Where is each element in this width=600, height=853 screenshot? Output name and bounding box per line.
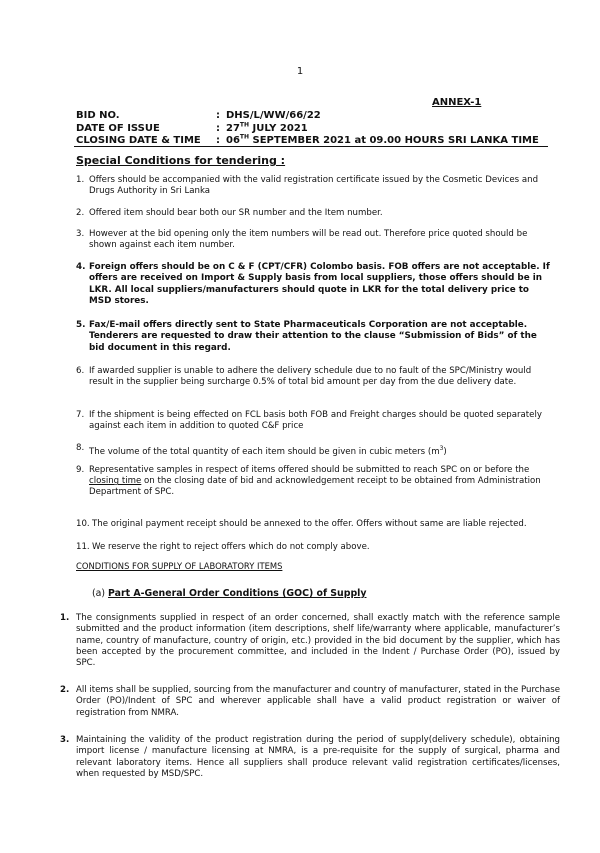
goc-item: 1. The consignments supplied in respect of an order concerned, shall exactly match with the reference sample submitted and the product information (item descriptions, shelf life/warranty where applicable, manufacturer’s name, country of manufacture, country of origin, etc.) provided in the bid document by the supplier, which has been accepted by the procurement committee, and included in the Indent / Purchase Order (PO), issued by SPC. — [60, 613, 560, 669]
condition-item: 8. The volume of the total quantity of each item should be given in cubic meters $(m^3)$ — [76, 443, 447, 457]
conditions-title: CONDITIONS FOR SUPPLY OF LABORATORY ITEMS — [76, 561, 283, 571]
annex-label: ANNEX-1 — [432, 97, 482, 108]
condition-item: 1. Offers should be accompanied with the valid registration certificate issued by the Cosmetic Devices and Drugs Authority in Sri Lanka — [76, 175, 539, 197]
issue-date-value: 27TH JULY 2021 — [226, 122, 308, 135]
page-number: 1 — [296, 66, 304, 77]
goc-item: 3. Maintaining the validity of the product registration during the period of supply(delivery schedule), obtaining import license / manufacture licensing at NMRA, is a pre-requisite for the supply of surgical, pharma and relevant laboratory items. Hence all suppliers shall produce relevant valid registration certificates/licenses, when requested by MSD/SPC. — [60, 735, 560, 779]
condition-item: 10. The original payment receipt should be annexed to the offer. Offers without same are liable rejected. — [76, 519, 527, 529]
special-conditions-title: Special Conditions for tendering : — [76, 154, 286, 167]
header-underline — [74, 146, 548, 147]
goc-heading: (a) Part A-General Order Conditions (GOC) of Supply — [92, 588, 367, 599]
bid-no-row: BID NO. : DHS/L/WW/66/22 — [76, 110, 321, 121]
goc-item: 2. All items shall be supplied, sourcing from the manufacturer and country of manufacturer, stated in the Purchase Order (PO)/Indent of SPC and wherever applicable shall have a valid product registration or waiver of registration from NMRA. — [60, 685, 560, 718]
condition-item: 2. Offered item should bear both our SR number and the Item number. — [76, 208, 383, 218]
condition-item: 9. Representative samples in respect of items offered should be submitted to reach SPC on or before the closing time on the closing date of bid and acknowledgement receipt to be obtained from Administration Department of SPC. — [76, 465, 541, 498]
issue-date-row: DATE OF ISSUE : 27TH JULY 2021 — [76, 122, 308, 135]
issue-date-label: DATE OF ISSUE — [76, 123, 160, 135]
closing-date-value: 06TH SEPTEMBER 2021 at 09.00 HOURS SRI LANKA TIME — [226, 134, 539, 147]
bid-no-value: DHS/L/WW/66/22 — [226, 110, 321, 121]
condition-item: 6. If awarded supplier is unable to adhere the delivery schedule due to no fault of the SPC/Ministry would result in the supplier being surcharge 0.5% of total bid amount per day from the due delivery date. — [76, 366, 532, 388]
condition-item: 7. If the shipment is being effected on FCL basis both FOB and Freight charges should be quoted separately against each item in addition to quoted C&F price — [76, 410, 542, 432]
condition-item: 4. Foreign offers should be on C & F (CPT/CFR) Colombo basis. FOB offers are not acceptable. If offers are received on Import & Supply basis from local suppliers, those offers should be in LKR. All local suppliers/manufacturers should quote in LKR for the total delivery price to MSD stores. — [76, 262, 550, 307]
closing-date-row: CLOSING DATE & TIME : 06TH SEPTEMBER 2021 at 09.00 HOURS SRI LANKA TIME — [76, 134, 539, 147]
condition-item: 11. We reserve the right to reject offers which do not comply above. — [76, 542, 370, 552]
condition-item: 5. Fax/E-mail offers directly sent to State Pharmaceuticals Corporation are not acceptable. Tenderers are requested to draw their attention to the clause “Submission of Bids” of the bid document in this regard. — [76, 320, 537, 353]
bid-no-label: BID NO. — [76, 110, 120, 121]
closing-date-label: CLOSING DATE & TIME — [76, 135, 201, 147]
condition-item: 3. However at the bid opening only the item numbers will be read out. Therefore price quoted should be shown against each item number. — [76, 229, 528, 251]
